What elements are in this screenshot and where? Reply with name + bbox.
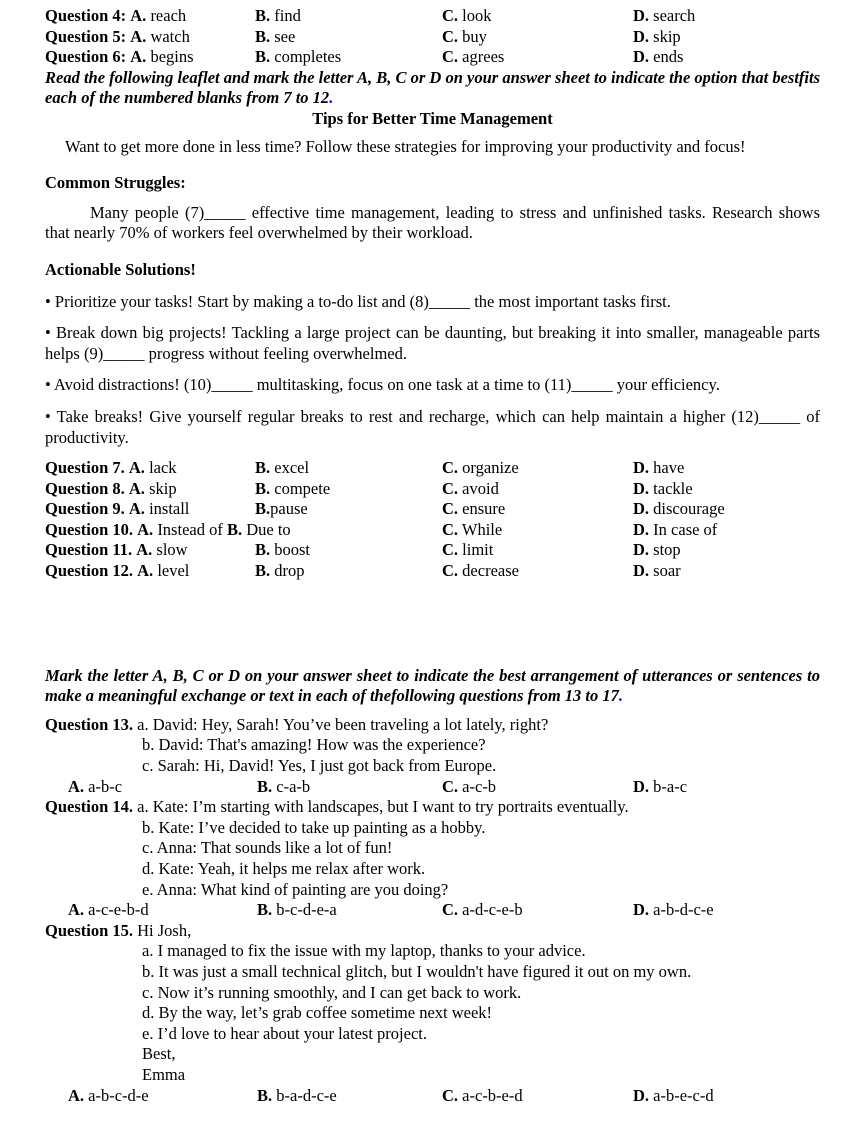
options-row: [68, 900, 820, 921]
question-lead: Question 15. Hi Josh,: [45, 920, 192, 940]
option-letter: B.: [255, 478, 271, 498]
option-letter: D.: [633, 478, 650, 498]
question-label: Question 4:: [45, 6, 127, 25]
option-letter: C.: [442, 47, 459, 67]
bullet-item: • Take breaks! Give yourself regular breaks to rest and recharge, which can help maintain a higher (12)_____ of productivity.: [45, 406, 820, 447]
question-label-option-a: Question 12. A. level: [45, 561, 190, 581]
struggles-heading: Common Struggles:: [45, 173, 186, 193]
option-letter: C.: [442, 458, 459, 478]
option-b: B. b-a-d-c-e: [257, 1085, 337, 1105]
option-letter: B.: [255, 6, 271, 25]
option-letter: D.: [633, 26, 650, 46]
option-letter: B.: [257, 776, 273, 796]
option-b: B. c-a-b: [257, 776, 311, 796]
option-c: C. ensure: [442, 499, 506, 519]
option-letter: A.: [136, 540, 153, 560]
option-letter: D.: [633, 499, 650, 519]
option-letter: B.: [255, 561, 271, 581]
leaflet-intro: Want to get more done in less time? Follow these strategies for improving your productivity and focus!: [65, 136, 746, 156]
option-letter: A.: [68, 1085, 85, 1105]
question-label: Question 8.: [45, 478, 125, 498]
question-lead: Question 14. a. Kate: I’m starting with landscapes, but I want to try portraits eventually.: [45, 797, 629, 817]
dialogue-line: c. Sarah: Hi, David! Yes, I just got back from Europe.: [142, 756, 497, 776]
question-row: [45, 47, 820, 68]
question-row: [45, 458, 820, 479]
option-letter: A.: [128, 458, 145, 478]
option-letter: B.: [257, 900, 273, 920]
bullet-item: • Prioritize your tasks! Start by making a to-do list and (8)_____ the most important tasks first.: [45, 291, 671, 311]
option-d: D. tackle: [633, 478, 693, 498]
option-letter: C.: [442, 6, 459, 25]
option-letter: C.: [442, 1085, 459, 1105]
arrangement-question: [45, 921, 820, 1106]
top-question-rows: [45, 6, 820, 68]
question-label-option-a: Question 9. A. install: [45, 499, 190, 519]
question-label: Question 11.: [45, 540, 133, 560]
question-row: [45, 561, 820, 582]
option-b: B. b-c-d-e-a: [257, 900, 337, 920]
option-d: D. a-b-d-c-e: [633, 900, 714, 920]
instruction-text: Read the following leaflet and mark the letter A, B, C or D on your answer sheet to indicate the option that bestfits each of the numbered blanks from 7 to 12: [45, 67, 820, 108]
option-d: D. discourage: [633, 499, 725, 519]
bullet-icon: •: [45, 291, 51, 311]
solutions-heading: Actionable Solutions!: [45, 259, 196, 279]
dialogue-line: b. Kate: I’ve decided to take up painting as a hobby.: [142, 817, 486, 837]
dialogue-line: Emma: [142, 1064, 186, 1084]
options-row: [68, 1086, 820, 1107]
question-label-option-a: Question 11. A. slow: [45, 540, 188, 560]
option-b: B. excel: [255, 458, 310, 478]
option-c: C. a-c-b: [442, 776, 497, 796]
question-label-option-a: Question 6: A. begins: [45, 47, 194, 67]
option-letter: D.: [633, 776, 650, 796]
instruction-period: .: [329, 88, 334, 108]
instruction-arrangement: [45, 666, 820, 707]
option-d: D. stop: [633, 540, 681, 560]
option-b: B. completes: [255, 47, 342, 67]
option-a: A. a-b-c-d-e: [68, 1085, 149, 1105]
exam-document: [45, 6, 820, 1106]
mid-question-rows: [45, 458, 820, 582]
option-letter: D.: [633, 561, 650, 581]
option-c: C. look: [442, 6, 492, 25]
leaflet-title: Tips for Better Time Management: [312, 108, 553, 128]
option-b: B. compete: [255, 478, 331, 498]
question-label-option-a: Question 8. A. skip: [45, 478, 177, 498]
bullet-list: [45, 292, 820, 449]
option-letter: A.: [68, 900, 85, 920]
option-c: C. decrease: [442, 561, 519, 581]
dialogue-line: Best,: [142, 1044, 176, 1064]
dialogue-line: c. Now it’s running smoothly, and I can get back to work.: [142, 982, 522, 1002]
question-label: Question 6:: [45, 47, 127, 67]
option-letter: A.: [128, 499, 145, 519]
option-b: B. drop: [255, 561, 305, 581]
option-letter: A.: [68, 776, 85, 796]
option-letter: B.: [255, 540, 271, 560]
options-row: [68, 777, 820, 798]
option-c: C. agrees: [442, 47, 505, 67]
option-letter: D.: [633, 47, 650, 67]
option-b: B. see: [255, 26, 296, 46]
dialogue-line: b. David: That's amazing! How was the experience?: [142, 735, 486, 755]
arrangement-questions: [45, 715, 820, 1106]
question-label: Question 15.: [45, 920, 134, 940]
option-letter: D.: [633, 1085, 650, 1105]
arrangement-question: [45, 715, 820, 797]
question-label-option-a: Question 5: A. watch: [45, 26, 190, 46]
option-letter: A.: [128, 478, 145, 498]
option-letter: A.: [130, 6, 147, 25]
question-label: Question 9.: [45, 499, 125, 519]
option-c: C. avoid: [442, 478, 499, 498]
question-label: Question 13.: [45, 714, 134, 734]
bullet-icon: •: [45, 323, 51, 343]
question-label-option-a: Question 7. A. lack: [45, 458, 177, 478]
option-letter: D.: [633, 540, 650, 560]
instruction-period: .: [618, 686, 623, 706]
option-b: B. find: [255, 6, 301, 25]
option-c: C. a-c-b-e-d: [442, 1085, 523, 1105]
option-c: C. buy: [442, 26, 487, 46]
option-d: D. In case of: [633, 519, 718, 539]
option-letter: C.: [442, 519, 459, 539]
option-a: A. a-b-c: [68, 776, 123, 796]
option-c: C. a-d-c-e-b: [442, 900, 523, 920]
option-letter: D.: [633, 6, 650, 25]
instruction-leaflet: [45, 68, 820, 109]
option-letter: A.: [130, 47, 147, 67]
option-letter: D.: [633, 900, 650, 920]
option-letter: C.: [442, 26, 459, 46]
option-letter: C.: [442, 478, 459, 498]
option-b: B. boost: [255, 540, 311, 560]
dialogue-line: a. I managed to fix the issue with my laptop, thanks to your advice.: [142, 941, 586, 961]
question-label: Question 5:: [45, 26, 127, 46]
option-d: D. a-b-e-c-d: [633, 1085, 714, 1105]
bullet-item: • Avoid distractions! (10)_____ multitasking, focus on one task at a time to (11)_____ your efficiency.: [45, 375, 720, 395]
dialogue-line: e. Anna: What kind of painting are you doing?: [142, 879, 449, 899]
option-letter: C.: [442, 776, 459, 796]
option-letter: C.: [442, 540, 459, 560]
dialogue-line: e. I’d love to hear about your latest project.: [142, 1023, 427, 1043]
dialogue-line: d. By the way, let’s grab coffee sometime next week!: [142, 1003, 493, 1023]
question-label-option-a: Question 4: A. reach: [45, 6, 187, 25]
question-label: Question 10.: [45, 519, 134, 539]
option-letter: B.: [255, 26, 271, 46]
option-letter: D.: [633, 458, 650, 478]
question-row: [45, 520, 820, 541]
question-row: [45, 27, 820, 48]
dialogue-line: b. It was just a small technical glitch, but I wouldn't have figured it out on my own.: [142, 961, 692, 981]
bullet-item: • Break down big projects! Tackling a large project can be daunting, but breaking it into smaller, manageable parts helps (9)_____ progress without feeling overwhelmed.: [45, 323, 820, 363]
option-c: C. organize: [442, 458, 519, 478]
option-letter: D.: [633, 519, 650, 539]
option-letter: C.: [442, 561, 459, 581]
option-d: D. b-a-c: [633, 776, 688, 796]
option-letter: B.: [257, 1085, 273, 1105]
option-letter: B.: [255, 47, 271, 67]
option-d: D. ends: [633, 47, 684, 67]
option-a: A. a-c-e-b-d: [68, 900, 149, 920]
option-letter: B.: [255, 458, 271, 478]
option-d: D. search: [633, 6, 696, 25]
option-letter: B.: [226, 519, 243, 539]
question-row: [45, 499, 820, 520]
bullet-icon: •: [45, 375, 51, 395]
question-lead: Question 13. a. David: Hey, Sarah! You’ve been traveling a lot lately, right?: [45, 714, 549, 734]
section-gap: [45, 582, 820, 666]
option-letter: A.: [137, 519, 154, 539]
question-label: Question 14.: [45, 797, 134, 817]
option-letter: B.: [255, 499, 271, 519]
question-label-options-ab: Question 10. A. Instead of B. Due to: [45, 519, 291, 539]
question-row: [45, 6, 820, 27]
option-d: D. have: [633, 458, 685, 478]
question-row: [45, 540, 820, 561]
question-label: Question 12.: [45, 561, 134, 581]
option-d: D. skip: [633, 26, 681, 46]
arrangement-question: [45, 797, 820, 921]
question-row: [45, 479, 820, 500]
option-c: C. limit: [442, 540, 494, 560]
option-letter: C.: [442, 900, 459, 920]
question-label: Question 7.: [45, 458, 125, 478]
dialogue-line: c. Anna: That sounds like a lot of fun!: [142, 838, 393, 858]
instruction-text: Mark the letter A, B, C or D on your answer sheet to indicate the best arrangement of utterances or sentences to make a meaningful exchange or text in each of thefollowing questions from 13 to 17: [45, 665, 820, 706]
dialogue-line: d. Kate: Yeah, it helps me relax after work.: [142, 859, 426, 878]
option-letter: C.: [442, 499, 459, 519]
option-letter: A.: [130, 26, 147, 46]
option-letter: A.: [137, 561, 154, 581]
option-b: B.pause: [255, 499, 308, 519]
struggles-paragraph: Many people (7)_____ effective time management, leading to stress and unfinished tasks. Research shows that nearly 70% of workers feel overwhelmed by their workload.: [45, 202, 820, 243]
option-d: D. soar: [633, 561, 681, 581]
bullet-icon: •: [45, 406, 51, 426]
option-c: C. While: [442, 519, 503, 539]
